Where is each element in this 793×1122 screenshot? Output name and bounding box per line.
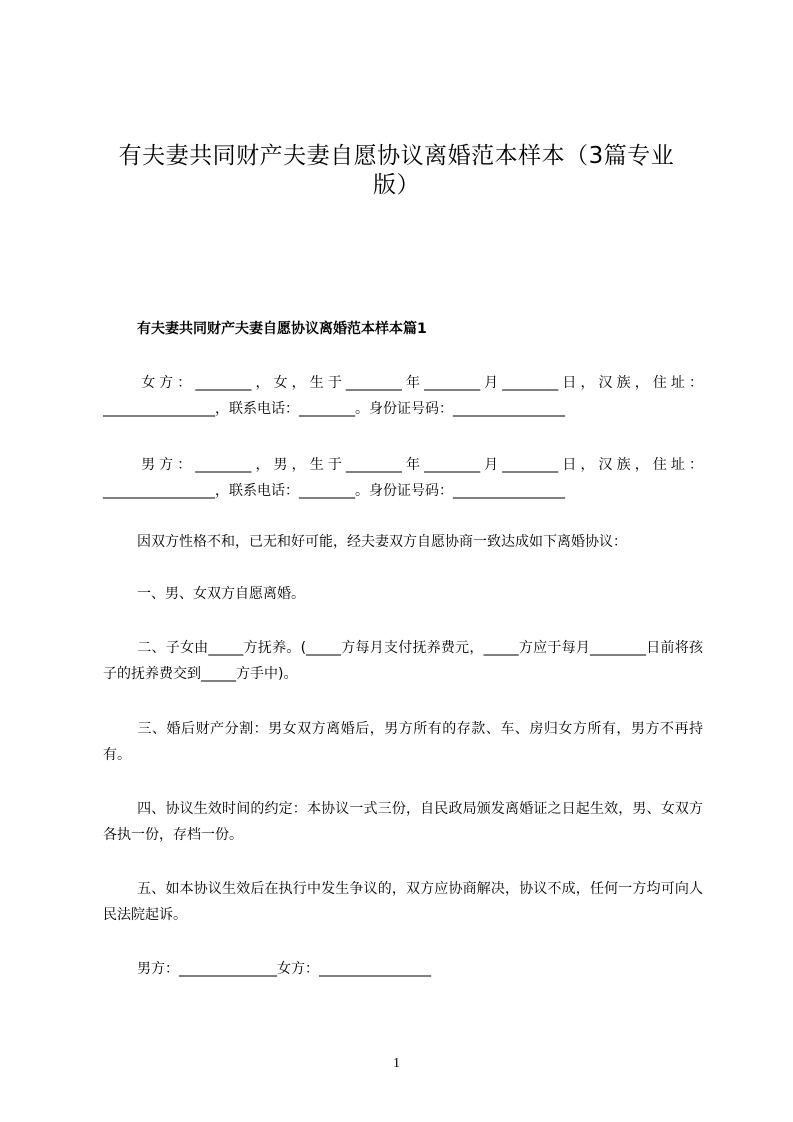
- paragraph-text: 男方：________，男，生于________年________月________日，汉族，住址：________________，联系电话：________。身份证号码：________________: [103, 457, 703, 499]
- title-line-1: 有夫妻共同财产夫妻自愿协议离婚范本样本（3篇专业: [118, 143, 675, 169]
- paragraph-clause-3: [103, 716, 703, 768]
- paragraph-text: 男方：______________女方：________________: [137, 961, 431, 977]
- section-heading: 有夫妻共同财产夫妻自愿协议离婚范本样本篇1: [137, 321, 427, 337]
- paragraph-text: 四、协议生效时间的约定：本协议一式三份，自民政局颁发离婚证之日起生效，男、女双方各执一份，存档一份。: [103, 801, 703, 843]
- paragraph-clause-1: [103, 581, 703, 607]
- paragraph-signatures: [103, 956, 703, 982]
- paragraph-male-party: [103, 452, 703, 504]
- title-line-2: 版）: [373, 172, 420, 198]
- paragraph-text: 五、如本协议生效后在执行中发生争议的，双方应协商解决，协议不成，任何一方均可向人民法院起诉。: [103, 881, 703, 923]
- paragraph-text: 三、婚后财产分割：男女双方离婚后，男方所有的存款、车、房归女方所有，男方不再持有。: [103, 721, 703, 763]
- paragraph-clause-4: [103, 796, 703, 848]
- paragraph-clause-5: [103, 876, 703, 928]
- page-number: 1: [393, 1056, 400, 1071]
- paragraph-text: 因双方性格不和，已无和好可能，经夫妻双方自愿协商一致达成如下离婚协议：: [137, 534, 627, 550]
- paragraph-text: 一、男、女双方自愿离婚。: [137, 586, 305, 602]
- document-title: [100, 142, 693, 200]
- paragraph-text: 女方：________，女，生于________年________月________日，汉族，住址：________________，联系电话：________。身份证号码：________________: [103, 375, 703, 417]
- paragraph-text: 二、子女由_____方抚养。(_____方每月支付抚养费元，_____方应于每月________日前将孩子的抚养费交到_____方手中)。: [103, 640, 703, 682]
- paragraph-intro: [103, 529, 703, 555]
- paragraph-female-party: [103, 370, 703, 422]
- paragraph-clause-2: [103, 635, 703, 687]
